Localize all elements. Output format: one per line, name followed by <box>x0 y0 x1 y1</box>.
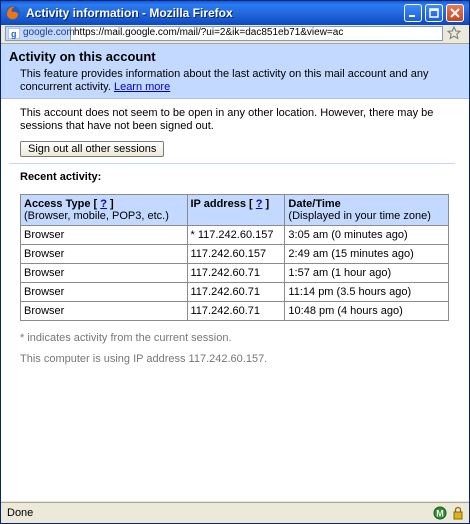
sign-out-other-sessions-button[interactable]: Sign out all other sessions <box>20 141 164 157</box>
maximize-button[interactable] <box>425 4 443 22</box>
cell-date-time: 11:14 pm (3.5 hours ago) <box>285 283 449 302</box>
table-row <box>21 226 449 245</box>
header-access-type: Access Type [ ? ] (Browser, mobile, POP3, etc.) <box>21 195 188 226</box>
extension-icon[interactable] <box>433 506 447 523</box>
cell-date-time: 1:57 am (1 hour ago) <box>285 264 449 283</box>
google-favicon <box>8 28 20 42</box>
cell-ip-address: 117.242.60.157 <box>187 245 285 264</box>
firefox-icon <box>5 5 21 21</box>
ip-address-help-link[interactable]: ? <box>255 198 263 210</box>
cell-ip-address: * 117.242.60.157 <box>187 226 285 245</box>
site-domain: google.com <box>23 27 75 38</box>
table-header-row <box>21 195 449 226</box>
header-panel <box>1 44 469 99</box>
cell-date-time: 3:05 am (0 minutes ago) <box>285 226 449 245</box>
description-text: This feature provides information about the last activity on this mail account and any concurrent activity. <box>20 68 429 93</box>
maximize-icon <box>428 7 440 19</box>
cell-access-type: Browser <box>21 226 188 245</box>
cell-ip-address: 117.242.60.71 <box>187 264 285 283</box>
site-identity-button[interactable] <box>6 27 75 40</box>
cell-date-time: 10:48 pm (4 hours ago) <box>285 302 449 321</box>
window-title: Activity information - Mozilla Firefox <box>26 6 233 20</box>
learn-more-link[interactable]: Learn more <box>113 81 171 93</box>
table-row <box>21 245 449 264</box>
feature-description <box>20 68 450 94</box>
star-icon[interactable] <box>447 26 461 43</box>
status-text: Done <box>7 507 34 519</box>
security-icon[interactable] <box>451 506 465 523</box>
header-date-time <box>285 195 449 226</box>
table-row <box>21 264 449 283</box>
table-row <box>21 302 449 321</box>
minimize-icon <box>407 7 419 19</box>
cell-access-type: Browser <box>21 302 188 321</box>
close-button[interactable] <box>446 4 464 22</box>
page-title: Activity on this account <box>9 49 156 64</box>
title-bar[interactable] <box>1 1 469 25</box>
table-row <box>21 283 449 302</box>
status-bar <box>1 502 469 524</box>
cell-ip-address: 117.242.60.71 <box>187 302 285 321</box>
header-sub: (Displayed in your time zone) <box>288 210 431 222</box>
activity-table <box>20 194 449 321</box>
minimize-button[interactable] <box>404 4 422 22</box>
address-bar <box>1 25 469 44</box>
header-sub: (Browser, mobile, POP3, etc.) <box>24 210 169 222</box>
current-session-footnote: * indicates activity from the current session. <box>20 332 232 344</box>
divider <box>9 163 455 164</box>
cell-ip-address: 117.242.60.71 <box>187 283 285 302</box>
header-label: Date/Time <box>288 198 341 210</box>
close-icon <box>449 7 461 19</box>
header-label: IP address <box>190 198 246 210</box>
session-notice: This account does not seem to be open in any other location. However, there may be sessions that have not been signed out. <box>20 107 434 132</box>
header-ip-address: IP address [ ? ] <box>187 195 285 226</box>
access-type-help-link[interactable]: ? <box>100 198 107 210</box>
url-text: https://mail.google.com/mail/?ui=2&ik=dac851eb71&view=ac <box>74 27 344 38</box>
cell-access-type: Browser <box>21 264 188 283</box>
url-field[interactable] <box>5 26 443 41</box>
recent-activity-heading: Recent activity: <box>20 171 102 183</box>
header-label: Access Type <box>24 198 91 210</box>
cell-access-type: Browser <box>21 283 188 302</box>
current-ip-note: This computer is using IP address 117.242.60.157. <box>20 353 268 365</box>
svg-text:M: M <box>436 508 444 519</box>
svg-text:g: g <box>11 29 17 39</box>
cell-access-type: Browser <box>21 245 188 264</box>
page-content <box>1 44 469 501</box>
cell-date-time: 2:49 am (15 minutes ago) <box>285 245 449 264</box>
